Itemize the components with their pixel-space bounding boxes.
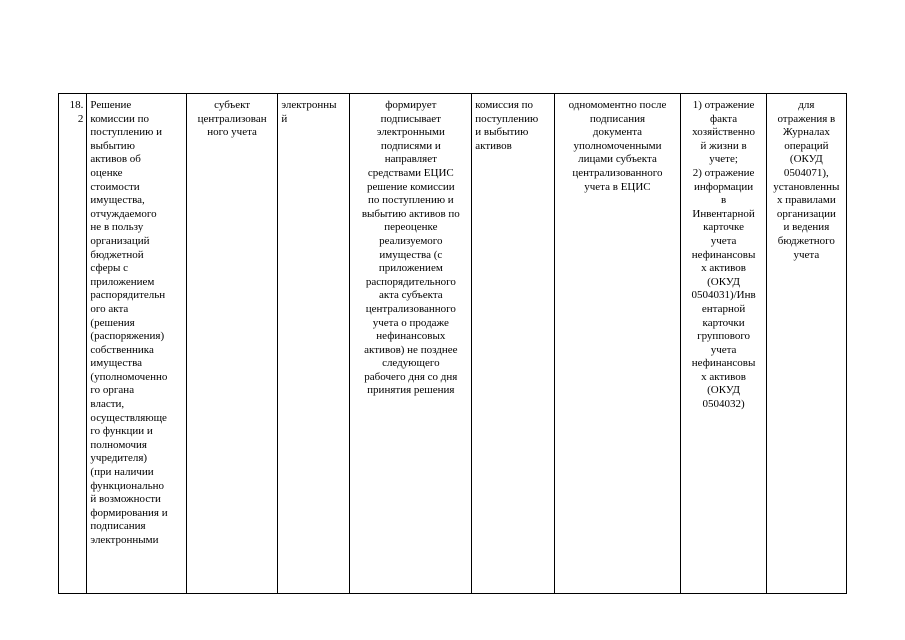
cell-text-line: одномоментно после <box>568 99 667 111</box>
form-cell <box>278 94 350 594</box>
cell-text-line: учета в ЕЦИС <box>584 180 651 193</box>
cell-text-line: (ОКУД <box>789 153 823 166</box>
cell-text-line: ного учета <box>207 126 257 139</box>
cell-text-line: активов) не позднее <box>364 343 458 356</box>
cell-text-line: отчуждаемого <box>90 207 157 220</box>
document-table <box>58 93 847 594</box>
cell-text-line: для <box>798 99 815 111</box>
cell-text-line: й возможности <box>90 493 161 506</box>
cell-text-line: 0504032) <box>702 398 745 411</box>
cell-text-line: го функции и <box>90 425 153 438</box>
cell-text-line: 2) отражение <box>692 166 755 179</box>
cell-text-line: активов <box>475 139 512 152</box>
cell-text-line: поступлению и <box>90 126 163 139</box>
cell-text-line: х правилами <box>776 194 836 207</box>
cell-text-line: оценке <box>90 166 123 179</box>
cell-text-line: бюджетной <box>90 248 144 261</box>
cell-text-line: принятия решения <box>367 384 455 397</box>
cell-text-line: 0504031)/Инв <box>691 289 756 302</box>
document-name-cell <box>87 94 187 594</box>
cell-text-line: поступлению <box>475 112 539 125</box>
cell-text-line: средствами ЕЦИС <box>367 166 454 179</box>
cell-text-line: факта <box>710 112 738 125</box>
cell-text-line: х активов <box>701 262 746 275</box>
cell-text-line: 18. <box>69 99 84 111</box>
cell-text-line: отражения в <box>777 112 836 125</box>
cell-text-line: учета <box>710 234 737 247</box>
cell-text-line: нефинансовы <box>691 357 756 370</box>
cell-text-line: функционально <box>90 479 165 492</box>
cell-text-line: Инвентарной <box>692 207 755 220</box>
cell-text-line: имущества, <box>90 194 145 207</box>
purpose-cell <box>766 94 846 594</box>
cell-text-line: нефинансовы <box>691 248 756 261</box>
cell-text-line: имущества (с <box>379 248 443 261</box>
cell-text-line: учета <box>710 343 737 356</box>
cell-text-line: 0504071), <box>783 166 829 179</box>
cell-text-line: организаций <box>90 234 150 247</box>
cell-text-line: (уполномоченно <box>90 370 168 383</box>
cell-text-line: выбытию <box>90 139 135 152</box>
cell-text-line: реализуемого <box>379 234 443 247</box>
cell-text-line: уполномоченными <box>573 139 662 152</box>
cell-text-line: электронными <box>376 126 445 139</box>
cell-text-line: решение комиссии <box>367 180 455 193</box>
cell-text-line: (при наличии <box>90 466 154 479</box>
row-number-cell <box>59 94 87 594</box>
cell-text-line: выбытию активов по <box>361 207 460 220</box>
cell-text-line: подписями и <box>380 139 441 152</box>
cell-text-line: й жизни в <box>700 139 747 152</box>
cell-text-line: распорядительного <box>365 275 456 288</box>
cell-text-line: карточке <box>703 221 744 234</box>
cell-text-line: (решения <box>90 316 135 329</box>
cell-text-line: комиссии по <box>90 112 150 125</box>
cell-text-line: комиссия по <box>475 99 534 111</box>
cell-text-line: подписывает <box>380 112 441 125</box>
responsible-cell <box>186 94 277 594</box>
cell-text-line: документа <box>592 126 643 139</box>
cell-text-line: учета о продаже <box>372 316 449 329</box>
cell-text-line: полномочия <box>90 438 147 451</box>
cell-text-line: х активов <box>701 370 746 383</box>
cell-text-line: (ОКУД <box>707 275 741 288</box>
cell-text-line: информации <box>693 180 754 193</box>
action-cell <box>350 94 472 594</box>
cell-text-line: и выбытию <box>475 126 529 139</box>
cell-text-line: формирует <box>385 99 437 111</box>
cell-text-line: 1) отражение <box>692 99 755 111</box>
cell-text-line: распорядительн <box>90 289 166 302</box>
cell-text-line: (ОКУД <box>707 384 741 397</box>
cell-text-line: власти, <box>90 398 125 411</box>
cell-text-line: учета <box>793 248 820 261</box>
cell-text-line: следующего <box>382 357 440 370</box>
cell-text-line: субъект <box>214 99 251 111</box>
cell-text-line: собственника <box>90 343 154 356</box>
cell-text-line: направляет <box>384 153 437 166</box>
cell-text-line: по поступлению и <box>367 194 454 207</box>
cell-text-line: хозяйственно <box>692 126 755 139</box>
cell-text-line: приложением <box>378 262 443 275</box>
cell-text-line: установленны <box>773 180 840 193</box>
cell-text-line: учете; <box>709 153 738 166</box>
cell-text-line: 2 <box>77 112 84 125</box>
cell-text-line: централизованного <box>365 302 456 315</box>
cell-text-line: активов об <box>90 153 141 166</box>
cell-text-line: приложением <box>90 275 155 288</box>
cell-text-line: в <box>720 194 727 207</box>
cell-text-line: стоимости <box>90 180 140 193</box>
cell-text-line: учредителя) <box>90 452 148 465</box>
cell-text-line: ого акта <box>90 302 129 315</box>
cell-text-line: электронны <box>281 99 337 111</box>
cell-text-line: й <box>281 112 288 125</box>
deadline-cell <box>554 94 681 594</box>
cell-text-line: организации <box>776 207 836 220</box>
cell-text-line: операций <box>784 139 829 152</box>
cell-text-line: карточки <box>702 316 745 329</box>
cell-text-line: переоценке <box>384 221 438 234</box>
cell-text-line: акта субъекта <box>378 289 443 302</box>
reflection-cell <box>681 94 766 594</box>
cell-text-line: бюджетного <box>777 234 835 247</box>
cell-text-line: рабочего дня со дня <box>364 370 458 383</box>
cell-text-line: подписания <box>90 520 146 533</box>
cell-text-line: не в пользу <box>90 221 144 234</box>
signer-cell <box>472 94 554 594</box>
cell-text-line: Решение <box>90 99 132 111</box>
cell-text-line: лицами субъекта <box>578 153 657 166</box>
cell-text-line: электронными <box>90 534 159 546</box>
cell-text-line: сферы с <box>90 262 128 275</box>
cell-text-line: (распоряжения) <box>90 330 165 343</box>
cell-text-line: ентарной <box>701 302 746 315</box>
cell-text-line: нефинансовых <box>376 330 446 343</box>
cell-text-line: централизованного <box>572 166 663 179</box>
cell-text-line: Журналах <box>782 126 830 139</box>
cell-text-line: имущества <box>90 357 143 370</box>
cell-text-line: группового <box>697 330 751 343</box>
cell-text-line: и ведения <box>783 221 830 234</box>
cell-text-line: осуществляюще <box>90 411 167 424</box>
cell-text-line: го органа <box>90 384 135 397</box>
cell-text-line: централизован <box>197 112 267 125</box>
cell-text-line: подписания <box>589 112 646 125</box>
table-row <box>59 94 847 594</box>
cell-text-line: формирования и <box>90 506 168 519</box>
